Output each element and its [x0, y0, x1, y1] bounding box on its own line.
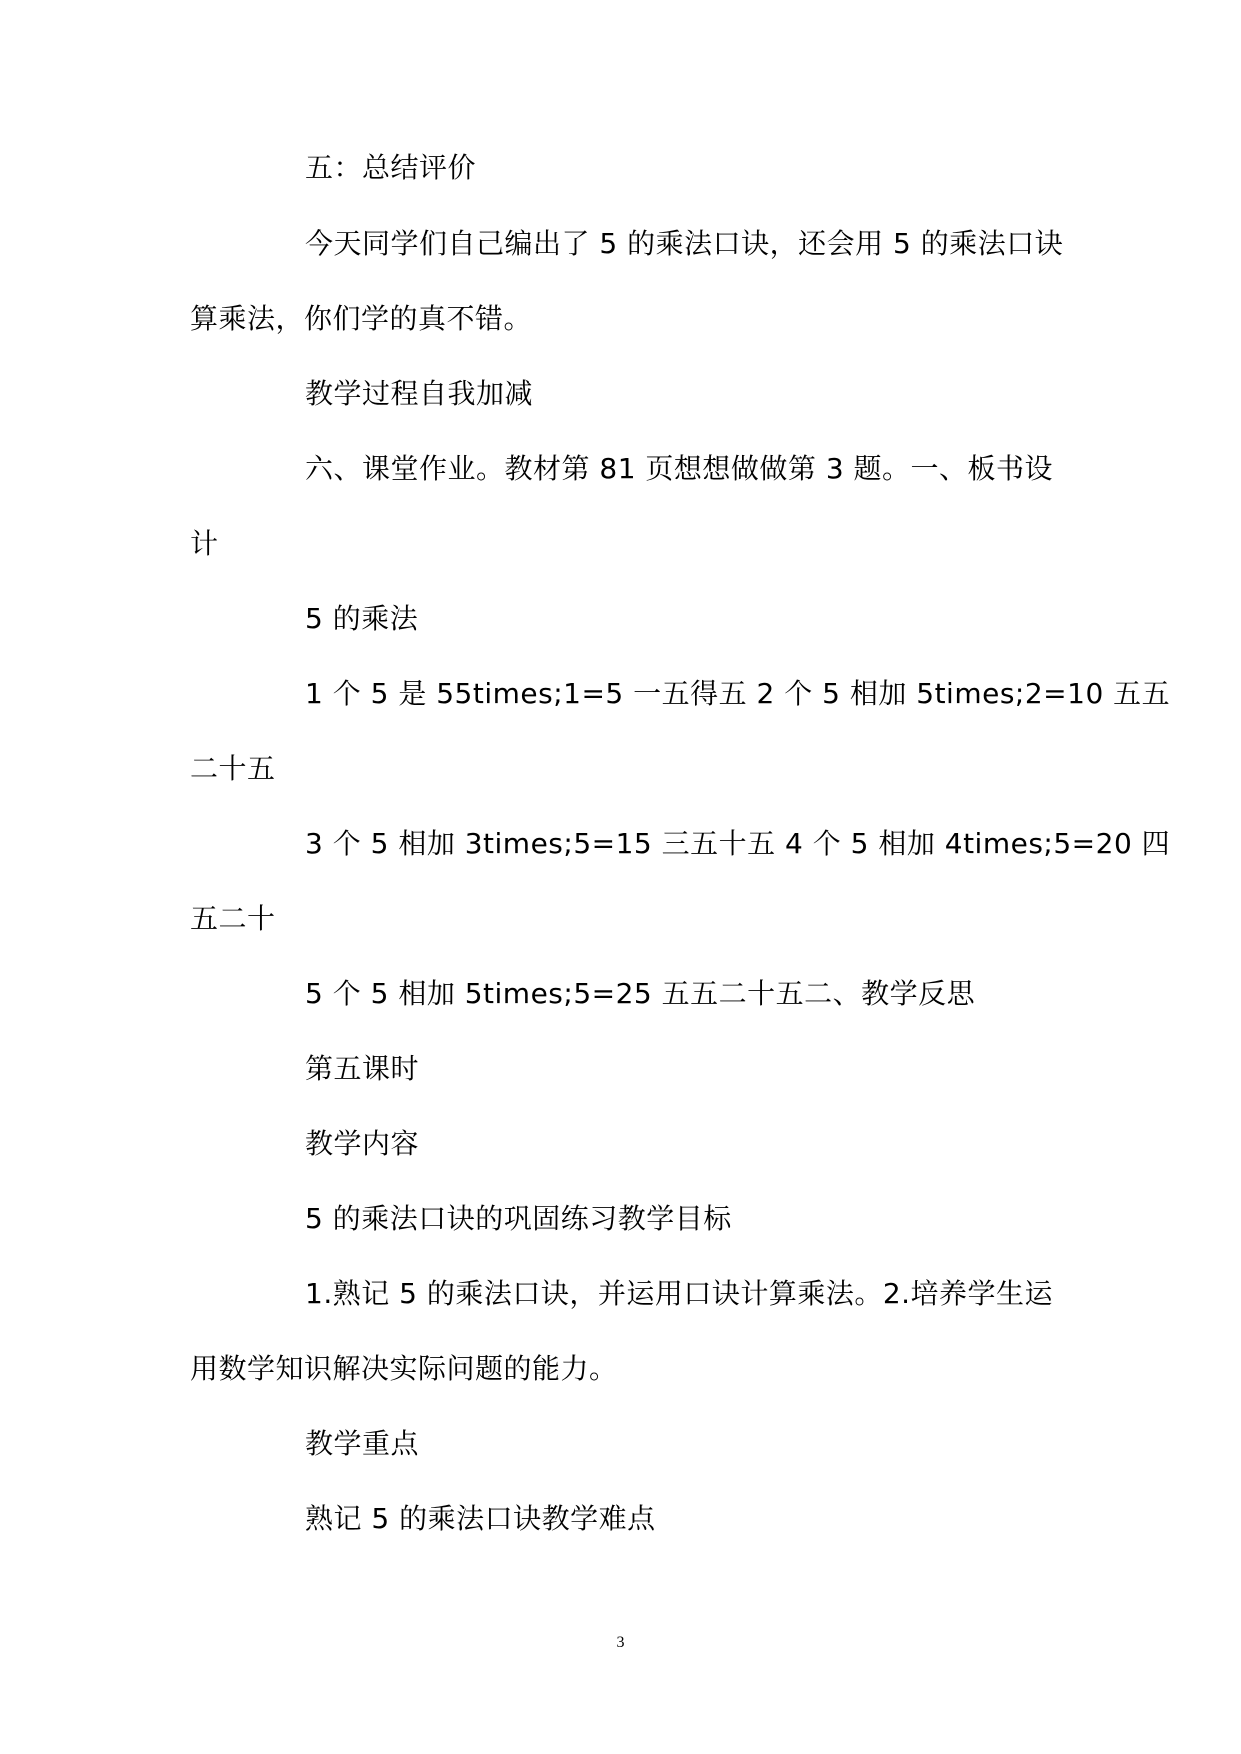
text-line: 计 — [190, 527, 219, 560]
text-line-heading-summary: 五：总结评价 — [305, 151, 477, 184]
text-line: 5 个 5 相加 5times;5=25 五五二十五二、教学反思 — [305, 977, 976, 1010]
text-line-board-title: 5 的乘法 — [305, 602, 419, 635]
page-number: 3 — [616, 1634, 625, 1651]
text-line: 1 个 5 是 55times;1=5 一五得五 2 个 5 相加 5times;2=10 五五 — [305, 677, 1171, 710]
text-line: 5 的乘法口诀的巩固练习教学目标 — [305, 1202, 732, 1235]
text-line: 用数学知识解决实际问题的能力。 — [190, 1352, 618, 1385]
text-line: 教学重点 — [305, 1427, 420, 1460]
text-line: 1.熟记 5 的乘法口诀，并运用口诀计算乘法。2.培养学生运 — [305, 1277, 1054, 1310]
text-line: 算乘法，你们学的真不错。 — [190, 302, 533, 335]
text-line: 五二十 — [190, 902, 276, 935]
text-line-lesson-title: 第五课时 — [305, 1052, 420, 1085]
text-line: 今天同学们自己编出了 5 的乘法口诀，还会用 5 的乘法口诀 — [305, 227, 1064, 260]
text-line: 二十五 — [190, 752, 276, 785]
text-line: 3 个 5 相加 3times;5=15 三五十五 4 个 5 相加 4times;5=20 四 — [305, 827, 1171, 860]
text-line: 六、课堂作业。教材第 81 页想想做做第 3 题。一、板书设 — [305, 452, 1054, 485]
text-line: 教学内容 — [305, 1127, 420, 1160]
text-line: 教学过程自我加减 — [305, 377, 534, 410]
text-line: 熟记 5 的乘法口诀教学难点 — [305, 1502, 656, 1535]
